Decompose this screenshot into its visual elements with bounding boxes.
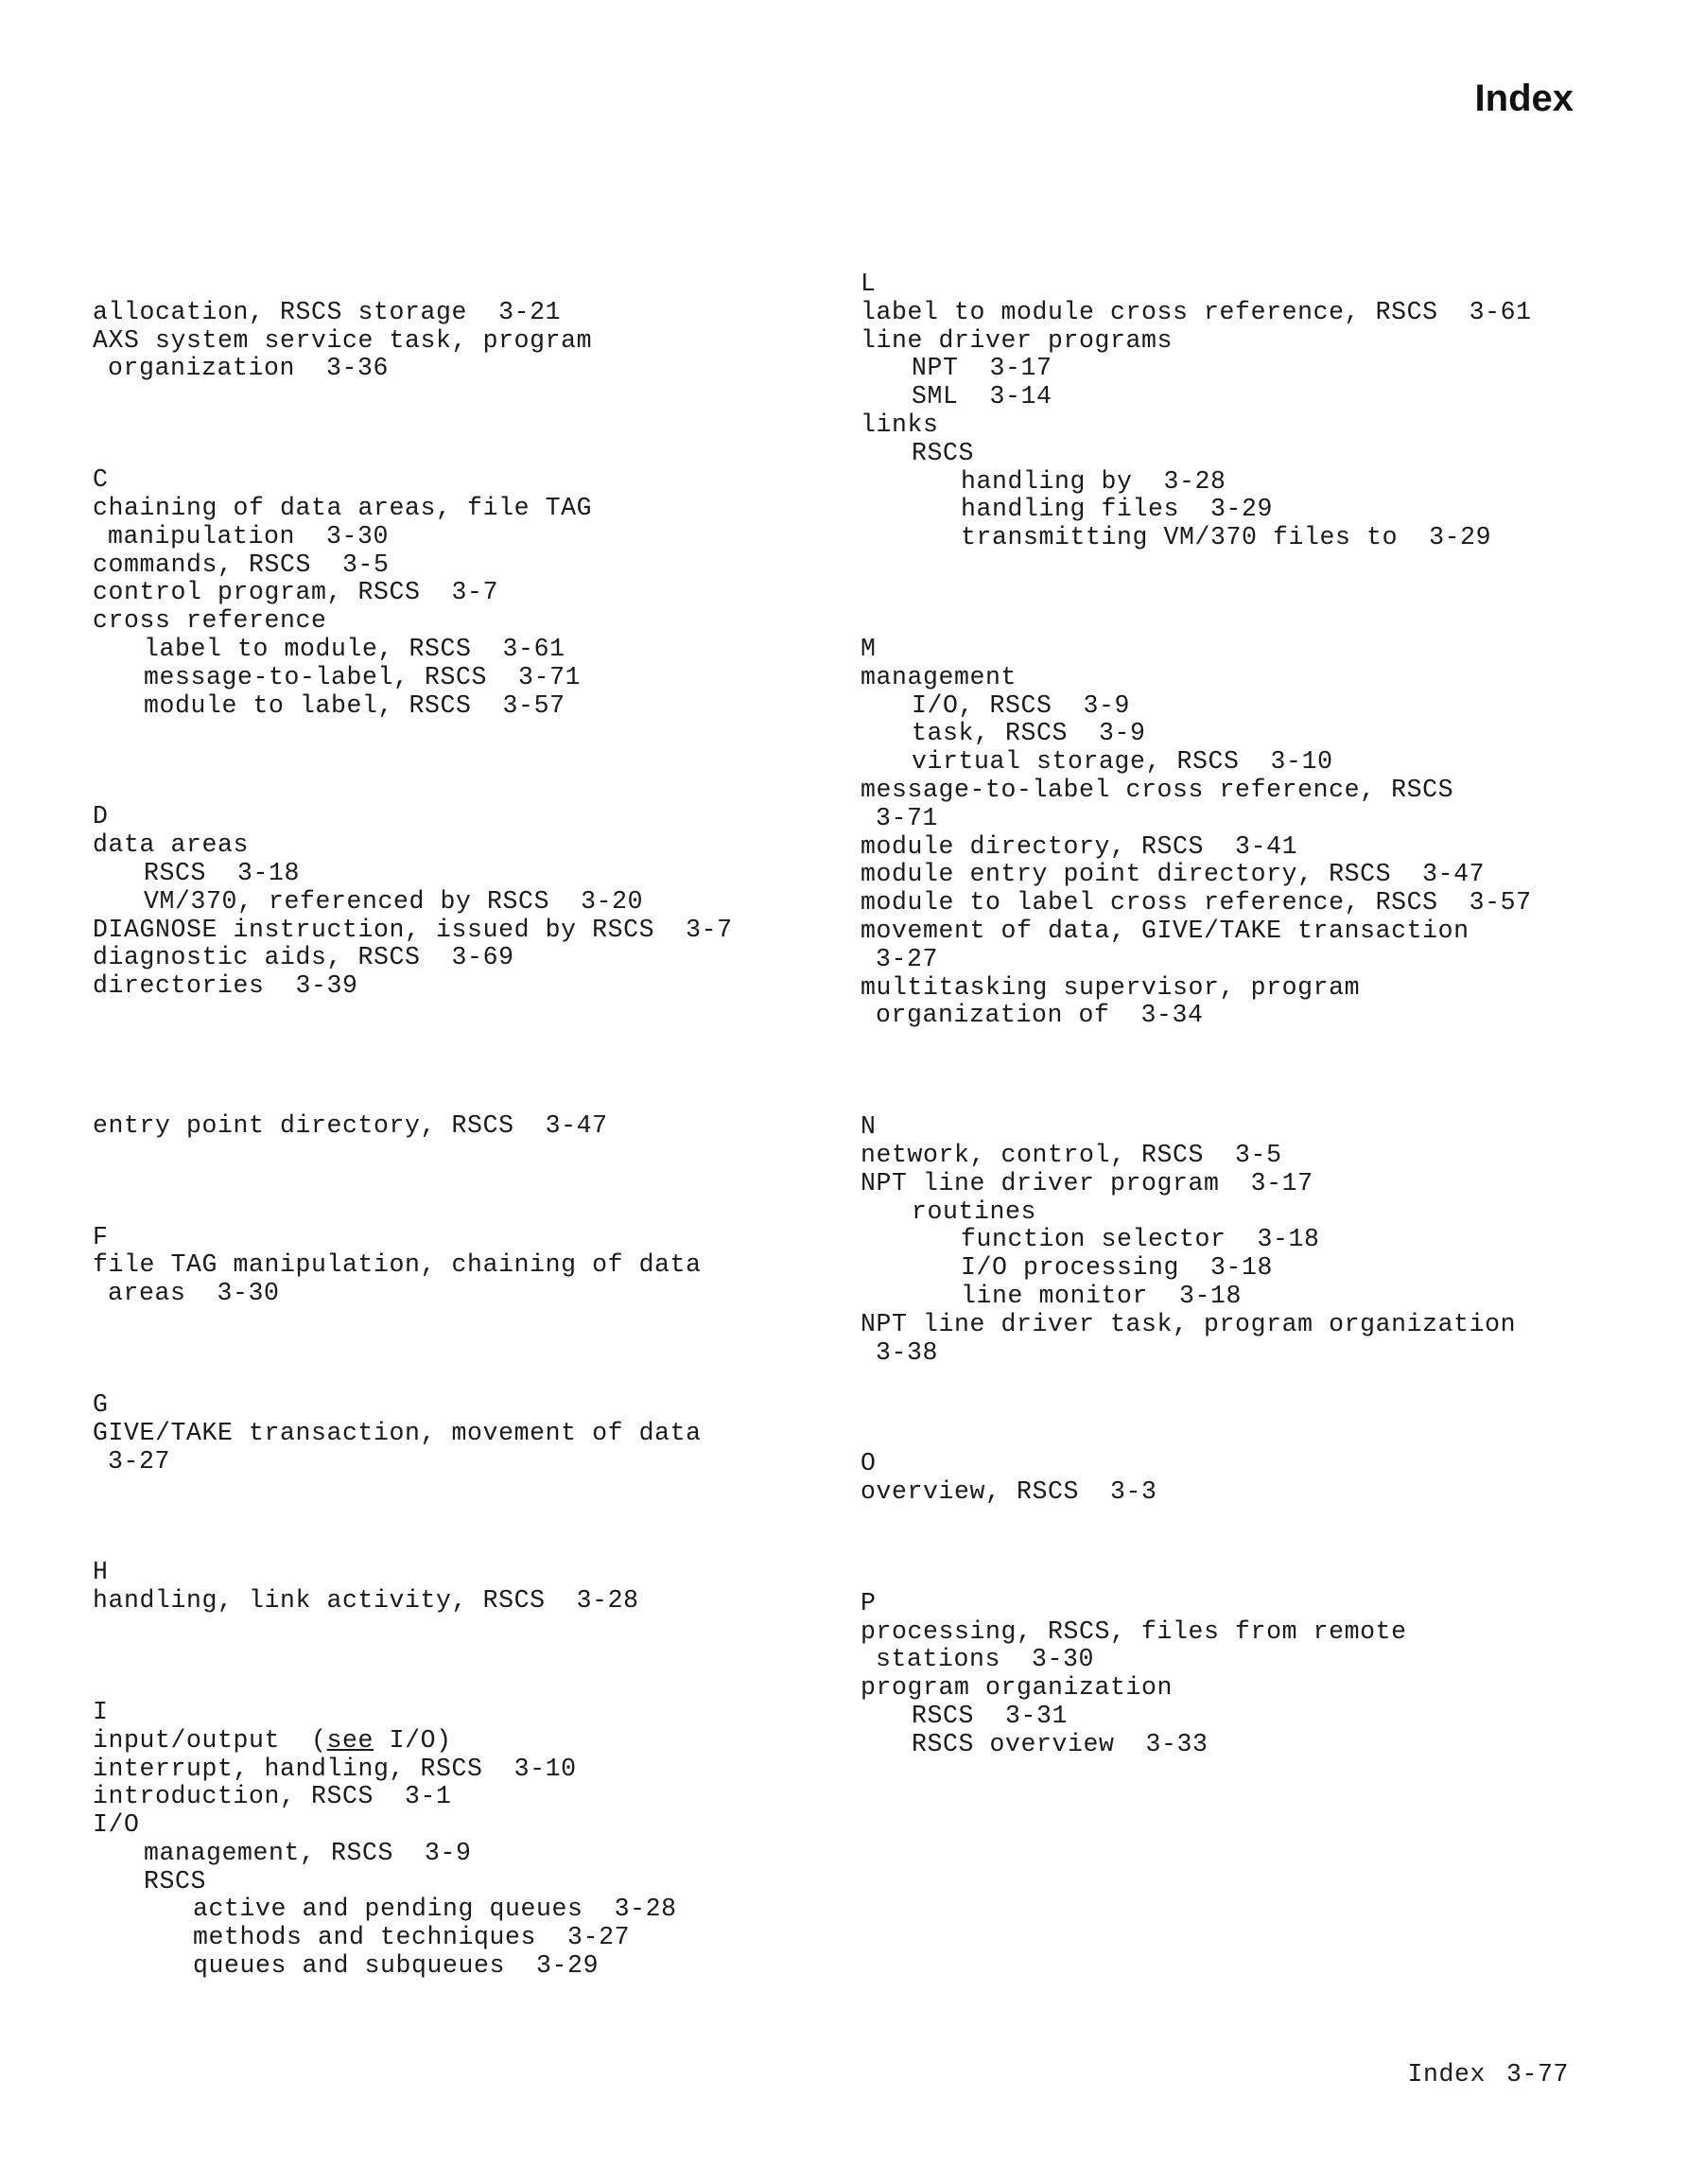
section-letter: P: [861, 1588, 877, 1617]
footer-label: Index: [1407, 2060, 1486, 2088]
index-section: [861, 1590, 1598, 1759]
index-entry: methods and techniques 3-27: [193, 1923, 631, 1952]
index-entry: line monitor 3-18: [961, 1281, 1243, 1310]
index-entry: movement of data, GIVE/TAKE transaction: [861, 916, 1470, 945]
index-entry: module to label, RSCS 3-57: [144, 690, 565, 720]
index-entry: introduction, RSCS 3-1: [93, 1782, 452, 1811]
index-section: [861, 1450, 1598, 1507]
index-section: [861, 271, 1598, 552]
index-entry: 3-38: [876, 1337, 939, 1367]
index-entry: input/output (see I/O): [93, 1725, 452, 1755]
index-entry: routines: [912, 1197, 1037, 1226]
index-entry: task, RSCS 3-9: [912, 719, 1146, 748]
index-entry: NPT line driver task, program organization: [861, 1309, 1517, 1338]
index-entry: stations 3-30: [876, 1645, 1095, 1674]
index-entry: module directory, RSCS 3-41: [861, 831, 1298, 861]
page-footer: [1407, 2060, 1569, 2088]
index-entry: manipulation 3-30: [108, 521, 390, 550]
section-letter: C: [93, 465, 109, 495]
section-letter: D: [93, 802, 109, 831]
index-entry: cross reference: [93, 606, 327, 636]
index-entry: I/O, RSCS 3-9: [912, 690, 1131, 720]
index-entry: module to label cross reference, RSCS 3-57: [861, 888, 1532, 917]
section-letter: L: [861, 270, 877, 298]
section-letter: M: [861, 634, 877, 663]
section-letter: G: [93, 1389, 109, 1419]
index-column-right: [861, 271, 1598, 1843]
index-entry: organization of 3-34: [876, 1001, 1204, 1030]
index-entry: commands, RSCS 3-5: [93, 550, 390, 579]
index-entry: management: [861, 662, 1017, 691]
index-entry: file TAG manipulation, chaining of data: [93, 1250, 702, 1280]
section-letter: [93, 271, 811, 299]
section-letter: O: [861, 1449, 877, 1478]
index-entry: directories 3-39: [93, 971, 358, 1001]
index-entry: areas 3-30: [108, 1279, 280, 1308]
index-entry: data areas: [93, 830, 250, 860]
index-entry: handling by 3-28: [961, 466, 1226, 496]
index-entry: VM/370, referenced by RSCS 3-20: [144, 886, 644, 916]
index-entry: entry point directory, RSCS 3-47: [93, 1110, 608, 1140]
index-entry: program organization: [861, 1673, 1174, 1703]
index-entry: RSCS 3-31: [912, 1702, 1069, 1731]
index-entry: message-to-label, RSCS 3-71: [144, 662, 582, 691]
index-entry: chaining of data areas, file TAG: [93, 493, 593, 522]
index-entry: links: [861, 410, 939, 439]
index-entry: interrupt, handling, RSCS 3-10: [93, 1754, 577, 1783]
index-entry: virtual storage, RSCS 3-10: [912, 747, 1333, 777]
index-section: [93, 1224, 811, 1308]
index-entry: RSCS: [144, 1866, 207, 1896]
index-entry: network, control, RSCS 3-5: [861, 1140, 1282, 1169]
index-section: [861, 636, 1598, 1030]
index-entry: diagnostic aids, RSCS 3-69: [93, 943, 514, 972]
index-column-left: [93, 271, 811, 2064]
index-entry: module entry point directory, RSCS 3-47: [861, 860, 1486, 889]
index-section: [93, 466, 811, 720]
index-section: [93, 1559, 811, 1616]
index-entry: 3-27: [108, 1446, 171, 1476]
index-entry: I/O: [93, 1810, 140, 1840]
section-letter: F: [93, 1222, 109, 1251]
section-letter: I: [93, 1697, 109, 1726]
index-entry: NPT line driver program 3-17: [861, 1168, 1313, 1197]
index-entry: allocation, RSCS storage 3-21: [93, 297, 562, 326]
index-entry: NPT 3-17: [912, 354, 1052, 383]
section-letter: [93, 1084, 811, 1112]
index-entry: GIVE/TAKE transaction, movement of data: [93, 1418, 702, 1447]
index-entry: overview, RSCS 3-3: [861, 1477, 1157, 1507]
index-entry: multitasking supervisor, program: [861, 972, 1361, 1002]
index-entry: label to module cross reference, RSCS 3-61: [861, 297, 1532, 326]
index-entry: I/O processing 3-18: [961, 1253, 1274, 1283]
index-section: [93, 271, 811, 383]
index-entry: RSCS 3-18: [144, 858, 301, 887]
index-entry: organization 3-36: [108, 354, 390, 383]
index-entry: management, RSCS 3-9: [144, 1838, 472, 1867]
index-entry: transmitting VM/370 files to 3-29: [961, 523, 1492, 552]
index-entry: handling, link activity, RSCS 3-28: [93, 1586, 639, 1616]
index-entry: queues and subqueues 3-29: [193, 1951, 600, 1981]
index-section: [861, 1113, 1598, 1367]
index-entry: SML 3-14: [912, 382, 1052, 411]
index-entry: processing, RSCS, files from remote: [861, 1616, 1407, 1646]
see-reference: see: [326, 1725, 374, 1755]
index-section: [93, 803, 811, 1001]
index-entry: 3-27: [876, 944, 939, 973]
index-entry: label to module, RSCS 3-61: [144, 634, 565, 663]
section-letter: N: [861, 1112, 877, 1142]
index-section: [93, 1391, 811, 1476]
index-entry: function selector 3-18: [961, 1225, 1320, 1254]
index-entry: line driver programs: [861, 325, 1174, 355]
page-title: Index: [1474, 78, 1574, 119]
footer-page-number: 3-77: [1505, 2060, 1569, 2088]
index-section: [93, 1699, 811, 1981]
index-entry: control program, RSCS 3-7: [93, 578, 499, 607]
index-entry: DIAGNOSE instruction, issued by RSCS 3-7: [93, 915, 733, 944]
section-letter: H: [93, 1558, 109, 1587]
index-section: [93, 1084, 811, 1141]
index-entry: handling files 3-29: [961, 495, 1274, 524]
index-entry: 3-71: [876, 803, 939, 832]
index-entry: message-to-label cross reference, RSCS: [861, 775, 1454, 804]
index-entry: AXS system service task, program: [93, 325, 593, 355]
index-entry: active and pending queues 3-28: [193, 1895, 677, 1924]
index-entry: RSCS: [912, 438, 975, 467]
index-entry: RSCS overview 3-33: [912, 1729, 1209, 1758]
